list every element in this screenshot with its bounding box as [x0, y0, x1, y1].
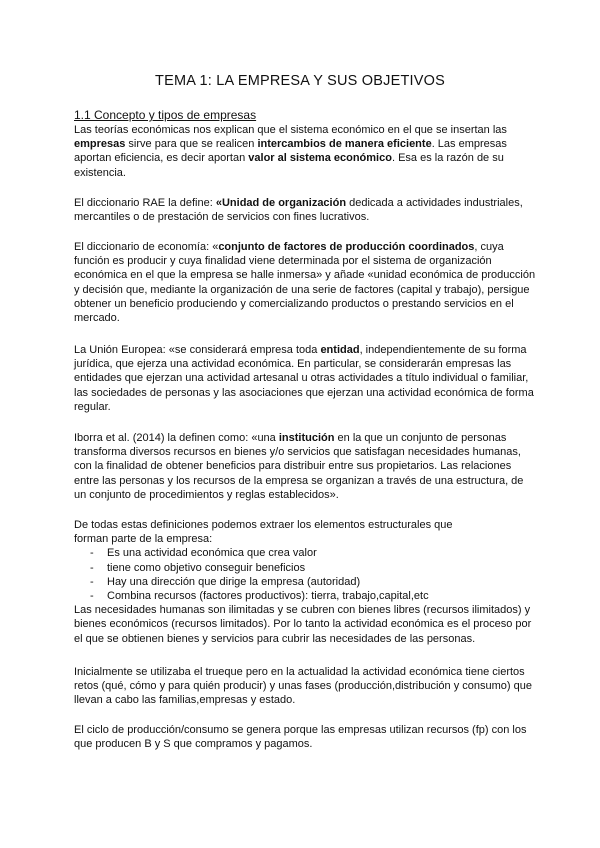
paragraph-trueque: Inicialmente se utilizaba el trueque pero en la actualidad la actividad económica tiene ciertos retos (qué, cómo y para quién producir) y unas fases (producción,distribución y consumo) que llevan a cabo las familias,empresas y estado.: [74, 666, 532, 707]
list-item: - tiene como objetivo conseguir beneficios: [74, 561, 536, 575]
elements-intro-line2: forman parte de la empresa:: [74, 533, 213, 546]
paragraph-elementos-estructurales: [74, 518, 536, 646]
elements-intro-line1: De todas estas definiciones podemos extraer los elementos estructurales que: [74, 519, 453, 531]
page-title: TEMA 1: LA EMPRESA Y SUS OBJETIVOS: [155, 73, 445, 89]
paragraph-ciclo-produccion: El ciclo de producción/consumo se genera porque las empresas utilizan recursos (fp) con los que producen B y S que compramos y pagamos.: [74, 724, 527, 751]
list-item: - Es una actividad económica que crea valor: [74, 546, 536, 560]
list-item: - Hay una dirección que dirige la empresa (autoridad): [74, 575, 536, 589]
paragraph-necesidades: Las necesidades humanas son ilimitadas y se cubren con bienes libres (recursos ilimitados) y bienes económicos (recursos limitados). Por lo tanto la actividad económica es el proceso por el que se obtienen bienes y servicios para cubrir las necesidades de las personas.: [74, 604, 532, 645]
paragraph-union-europea: La Unión Europea: «se considerará empresa toda entidad, independientemente de su forma jurídica, que ejerza una actividad económica. En particular, se considerarán empresas las entidades que ejerzan una actividad artesanal u otras actividades a título individual o familiar, las sociedades de personas y las asociaciones que ejerzan una actividad económica de forma regular.: [74, 344, 534, 413]
paragraph-empresa-eficiencia: Las teorías económicas nos explican que el sistema económico en el que se insertan las empresas sirve para que se realicen intercambios de manera eficiente. Las empresas aportan eficiencia, es decir aportan valor al sistema económico. Esa es la razón de su existencia.: [74, 124, 507, 179]
list-item: - Combina recursos (factores productivos): tierra, trabajo,capital,etc: [74, 589, 536, 603]
elements-list: [74, 546, 536, 603]
paragraph-diccionario-economia: El diccionario de economía: «conjunto de factores de producción coordinados, cuya función es producir y cuya finalidad viene determinada por el sistema de organización económica en el que la empresa se halle inmersa» y añade «unidad económica de producción y decisión que, mediante la organización de una serie de factores (capital y trabajo), persigue obtener un beneficio produciendo y comercializando productos o prestando servicios en el mercado.: [74, 241, 536, 325]
paragraph-iborra: Iborra et al. (2014) la definen como: «una institución en la que un conjunto de personas transforma diversos recursos en bienes y/o servicios que satisfagan necesidades humanas, con la finalidad de obtener beneficios para distribuir entre sus propietarios. Las relaciones entre las personas y los recursos de la empresa se organizan a través de una estructura, de un conjunto de procedimientos y reglas establecidos».: [74, 432, 524, 501]
section-heading: 1.1 Concepto y tipos de empresas: [74, 108, 257, 122]
paragraph-definicion-rae: El diccionario RAE la define: «Unidad de organización dedicada a actividades industriales, mercantiles o de prestación de servicios con fines lucrativos.: [74, 197, 523, 224]
